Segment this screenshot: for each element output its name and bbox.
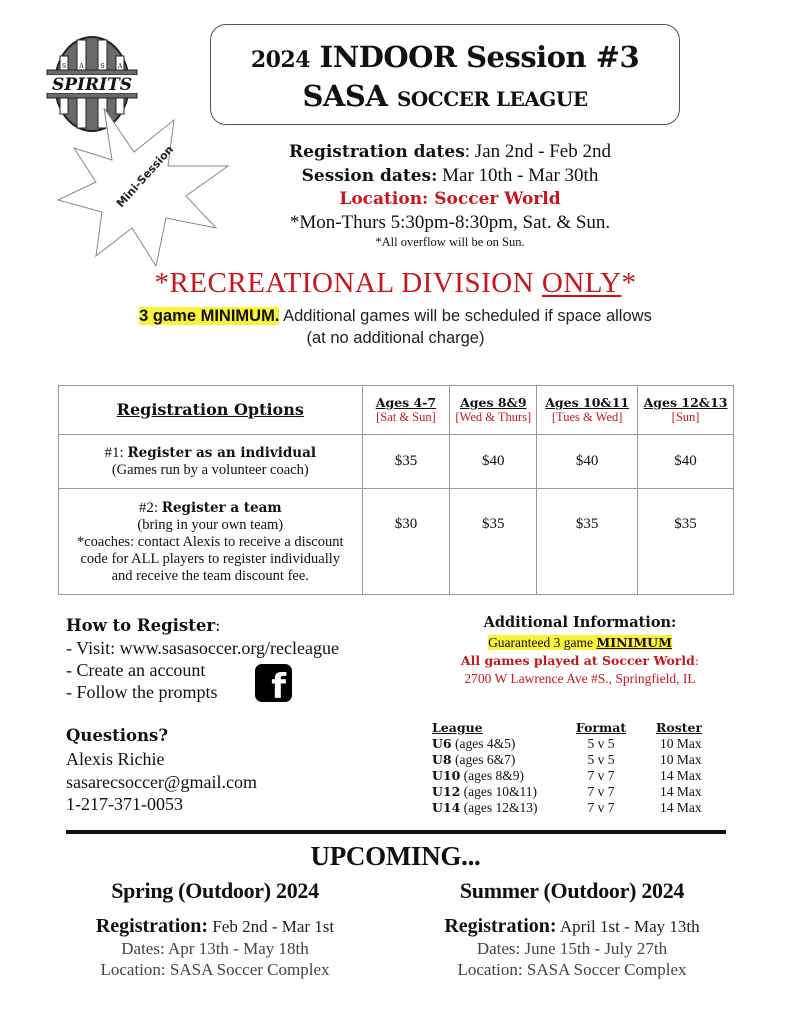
season-location: Location: SASA Soccer Complex: [100, 960, 330, 979]
league-roster: 14 Max: [660, 784, 702, 799]
facebook-icon[interactable]: [255, 664, 292, 707]
option-cell: #2: Register a team (bring in your own team) *coaches: contact Alexis to receive a discount code for ALL players to register individually and receive the team discount fee.: [59, 489, 363, 595]
price-cell: $35: [537, 489, 638, 595]
header-label: Registration Options: [116, 400, 304, 419]
age-label: Ages 10&11: [545, 395, 630, 410]
season-registration-label: Registration:: [444, 915, 557, 937]
league-code: U8: [432, 752, 452, 767]
contact-email[interactable]: sasarecsoccer@gmail.com: [66, 771, 257, 792]
season-spring: [55, 877, 375, 980]
contact-phone[interactable]: 1-217-371-0053: [66, 794, 183, 814]
contact-name: Alexis Richie: [66, 749, 165, 769]
league-roster: 10 Max: [660, 736, 702, 751]
league-ages: (ages 10&11): [460, 784, 538, 799]
league-code: U6: [432, 736, 452, 751]
title-box: [210, 24, 680, 125]
option-desc: (Games run by a volunteer coach): [111, 462, 309, 478]
option-number: #1: [104, 445, 120, 461]
column-header: [537, 386, 638, 435]
svg-text:A: A: [79, 63, 84, 70]
additional-info-heading: Additional Information:: [483, 614, 677, 631]
minimum-highlight: 3 game MINIMUM.: [139, 307, 280, 325]
session-dates: [240, 164, 660, 188]
address: 2700 W Lawrence Ave #S., Springfield, IL: [464, 671, 696, 686]
season-title: Summer (Outdoor) 2024: [459, 878, 685, 903]
roster-header: Roster: [656, 720, 703, 735]
season-dates: Dates: June 15th - July 27th: [476, 939, 668, 958]
option-cell: #1: Register as an individual (Games run by a volunteer coach): [59, 435, 363, 489]
minimum-text-2: (at no additional charge): [306, 329, 485, 347]
league-format: 5 v 5: [587, 736, 615, 751]
column-header: [450, 386, 537, 435]
column-header: [362, 386, 450, 435]
age-label: Ages 8&9: [460, 395, 527, 410]
svg-text:S: S: [61, 63, 67, 70]
svg-text:S: S: [100, 63, 105, 70]
minimum-text: Additional games will be scheduled if space allows: [279, 307, 652, 325]
price-cell: $40: [638, 435, 734, 489]
season-registration-label: Registration:: [95, 915, 209, 937]
title-league: SOCCER LEAGUE: [396, 87, 588, 111]
option-title: Register a team: [161, 499, 282, 516]
option-desc: (bring in your own team): [137, 516, 284, 533]
league-row: [432, 800, 722, 816]
age-label: Ages 12&13: [643, 395, 728, 410]
days-label: [Sat & Sun]: [376, 410, 436, 424]
days-label: [Tues & Wed]: [551, 410, 623, 424]
registration-dates: [240, 140, 660, 164]
section-divider: [66, 830, 726, 834]
minimum-games-note: [0, 305, 791, 349]
league-row: [432, 768, 722, 784]
league-roster: 14 Max: [660, 768, 702, 783]
days-label: [Wed & Thurs]: [455, 410, 532, 424]
questions-contact: [66, 724, 406, 816]
season-location: Location: SASA Soccer Complex: [457, 960, 687, 979]
table-row: [59, 435, 734, 489]
facebook-glyph: f: [271, 667, 286, 707]
league-roster: 14 Max: [660, 800, 702, 815]
league-ages: (ages 4&5): [451, 736, 516, 751]
additional-information: Additional Information: Guaranteed 3 game MINIMUM All games played at Soccer World: 2700 W Lawrence Ave #S., Springfield, IL: [425, 613, 735, 687]
age-label: Ages 4-7: [375, 395, 437, 410]
overflow-note: *All overflow will be on Sun.: [375, 235, 525, 249]
league-code: U14: [432, 800, 461, 815]
table-row: [59, 489, 734, 595]
option-desc: *coaches: contact Alexis to receive a discount: [76, 533, 344, 550]
price-cell: $35: [450, 489, 537, 595]
league-format-table: [432, 720, 722, 816]
step-visit-link[interactable]: - Visit: www.sasasoccer.org/recleague: [66, 638, 339, 658]
season-summer: [412, 877, 732, 980]
league-ages: (ages 12&13): [460, 800, 538, 815]
schedule: *Mon-Thurs 5:30pm-8:30pm, Sat. & Sun.: [289, 212, 611, 233]
season-registration-value: April 1st - May 13th: [556, 917, 700, 936]
format-header: Format: [575, 720, 627, 735]
league-ages: (ages 6&7): [451, 752, 516, 767]
league-code: U12: [432, 784, 461, 799]
session-dates-value: Mar 10th - Mar 30th: [437, 165, 599, 186]
session-dates-label: Session dates:: [301, 166, 438, 186]
league-format: 7 v 7: [587, 784, 615, 799]
option-desc: code for ALL players to register individually: [80, 550, 341, 567]
price-cell: $30: [362, 489, 450, 595]
league-row: [432, 784, 722, 800]
league-format: 7 v 7: [587, 800, 615, 815]
questions-heading: Questions?: [66, 726, 169, 745]
league-row: [432, 736, 722, 752]
league-header-row: [432, 720, 722, 736]
guarantee-note: [488, 635, 672, 650]
price-cell: $40: [537, 435, 638, 489]
league-row: [432, 752, 722, 768]
registration-options-header: [59, 386, 363, 435]
league-roster: 10 Max: [660, 752, 702, 767]
price-cell: $35: [638, 489, 734, 595]
registration-dates-value: : Jan 2nd - Feb 2nd: [464, 141, 611, 162]
league-format: 5 v 5: [587, 752, 615, 767]
price-cell: $35: [362, 435, 450, 489]
league-header: League: [432, 720, 483, 735]
league-code: U10: [432, 768, 461, 783]
location: Location: Soccer World: [339, 189, 561, 209]
step-follow-prompts: - Follow the prompts: [66, 682, 218, 702]
league-format: 7 v 7: [587, 768, 615, 783]
column-header: [638, 386, 734, 435]
days-label: [Sun]: [671, 410, 700, 424]
rec-only: ONLY: [541, 267, 622, 299]
svg-text:A: A: [117, 63, 123, 70]
title-line-2: [211, 78, 679, 117]
option-desc: and receive the team discount fee.: [111, 567, 309, 584]
registration-dates-label: Registration dates: [289, 142, 465, 162]
season-title: Spring (Outdoor) 2024: [111, 878, 319, 903]
table-header-row: [59, 386, 734, 435]
how-to-register-heading: How to Register: [66, 616, 216, 635]
season-dates: Dates: Apr 13th - May 18th: [121, 939, 309, 958]
title-session: INDOOR Session #3: [319, 40, 640, 74]
mini-session-label: Mini-Session: [113, 142, 177, 211]
title-year: 2024: [250, 47, 311, 73]
how-to-register: How to Register: - Visit: www.sasasoccer.org/recleague - Create an account - Follow the prompts: [66, 614, 406, 703]
upcoming-heading: UPCOMING...: [310, 841, 481, 871]
price-cell: $40: [450, 435, 537, 489]
option-title: Register as an individual: [127, 445, 316, 461]
title-line-1: [211, 39, 679, 78]
session-info: [240, 140, 660, 250]
logo-text: SPIRITS: [51, 75, 133, 95]
season-registration-value: Feb 2nd - Mar 1st: [208, 917, 335, 936]
recreational-division-heading: [0, 266, 791, 300]
guarantee-prefix: Guaranteed 3 game: [488, 635, 597, 650]
rec-prefix: *RECREATIONAL DIVISION: [154, 267, 542, 299]
step-create-account: - Create an account: [66, 660, 206, 680]
guarantee-minimum: MINIMUM: [596, 635, 672, 650]
rec-suffix: *: [621, 267, 637, 299]
registration-options-table: [58, 385, 734, 595]
league-ages: (ages 8&9): [460, 768, 525, 783]
games-played-note: All games played at Soccer World: [460, 653, 695, 668]
title-org: SASA: [302, 79, 388, 113]
option-number: #2: [138, 499, 154, 516]
